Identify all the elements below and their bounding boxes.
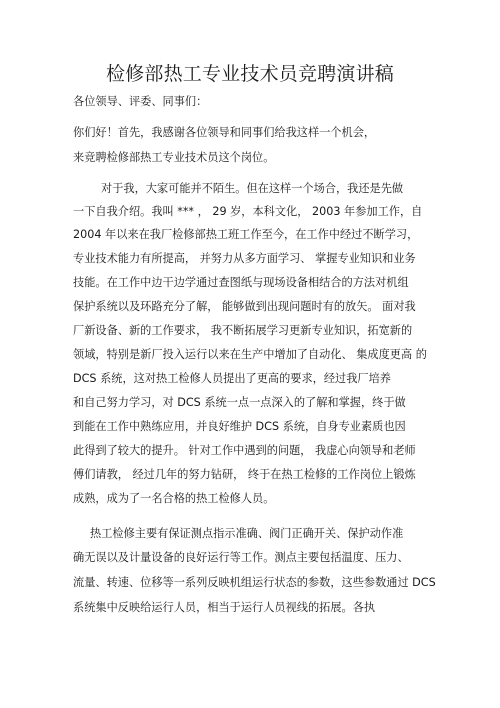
text-line: 技能。在工作中边干边学通过查图纸与现场设备相结合的方法对机组 <box>73 276 409 289</box>
text-line: DCS 系统，这对热工检修人员提出了更高的要求，经过我厂培养 <box>73 372 391 385</box>
text-line: 来竞聘检修部热工专业技术员这个岗位。 <box>73 151 275 164</box>
text-line: 你们好！首先，我感谢各位领导和同事们给我这样一个机会， <box>73 126 376 139</box>
text-line: 系统集中反映给运行人员，相当于运行人员视线的拓展。各执 <box>73 601 376 614</box>
text-line: 此得到了较大的提升。 针对工作中遇到的问题， 我虚心向领导和老师 <box>73 444 416 457</box>
text-line: 2004 年以来在我厂检修部热工班工作至今，在工作中经过不断学习， <box>73 228 419 241</box>
text-line: 热工检修主要有保证测点指示准确、阀门正确开关、保护动作准 <box>90 527 404 540</box>
text-line: 领域，特别是新厂投入运行以来在生产中增加了自动化、 集成度更高 的 <box>73 348 427 361</box>
text-line: 到能在工作中熟练应用，并良好维护 DCS 系统，自身专业素质也因 <box>73 420 406 433</box>
text-line: 确无误以及计量设备的良好运行等工作。测点主要包括温度、压力、 <box>73 551 409 564</box>
text-line: 和自己努力学习，对 DCS 系统一点一点深入的了解和掌握，终于做 <box>73 396 406 409</box>
page-title: 检修部热工专业技术员竞聘演讲稿 <box>105 63 394 85</box>
text-line: 各位领导、评委、同事们： <box>73 95 208 108</box>
text-line: 专业技术能力有所提高， 并努力从多方面学习、 掌握专业知识和业务 <box>73 252 416 265</box>
text-line: 厂新设备、新的工作要求， 我不断拓展学习更新专业知识，拓宽新的 <box>73 324 413 337</box>
text-line: 成熟，成为了一名合格的热工检修人员。 <box>73 492 275 505</box>
text-line: 保护系统以及环路充分了解， 能够做到出现问题时有的放矢。 面对我 <box>73 300 416 313</box>
text-line: 一下自我介绍。我叫 *** ， 29 岁，本科文化， 2003 年参加工作，自 <box>73 205 423 218</box>
text-line: 流量、转速、位移等一系列反映机组运行状态的参数，这些参数通过 DCS <box>73 576 436 589</box>
text-line: 对于我，大家可能并不陌生。但在这样一个场合，我还是先做 <box>101 182 404 195</box>
text-line: 傅们请教， 经过几年的努力钻研， 终于在热工检修的工作岗位上锻炼 <box>73 468 416 481</box>
